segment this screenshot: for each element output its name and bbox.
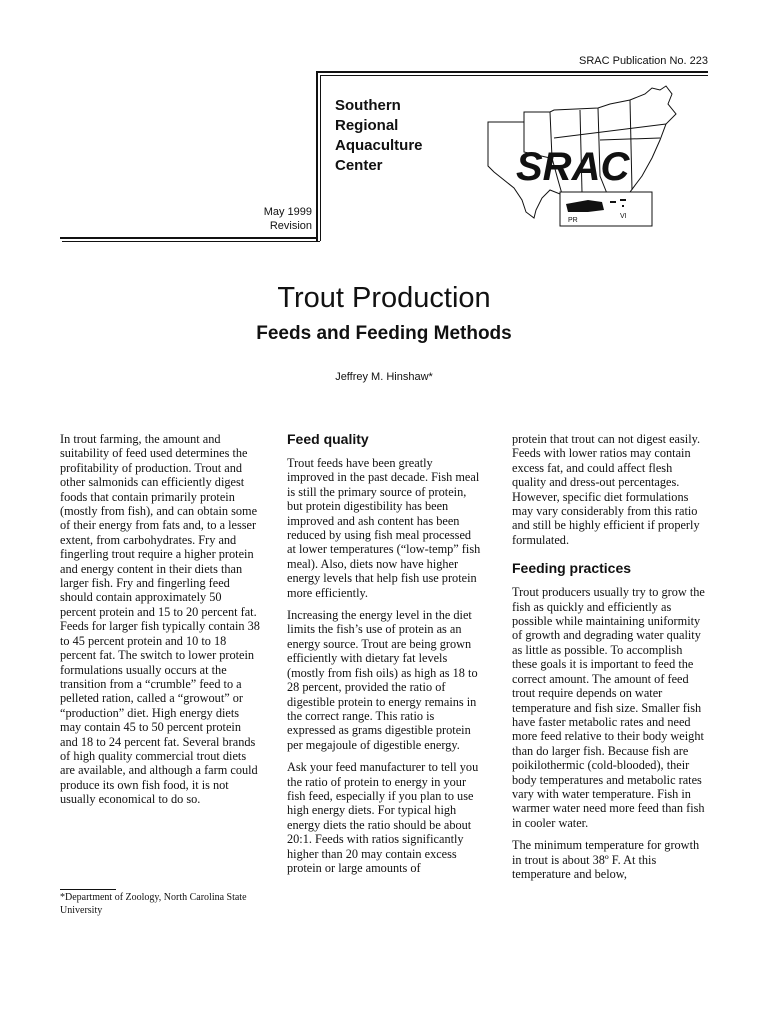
footnote-rule [60,889,116,890]
section-heading-feeding-practices: Feeding practices [512,560,632,577]
page-title: Trout Production [277,282,491,314]
map-label-pr: PR [568,217,578,224]
paragraph: The minimum temperature for growth in trout is about 38º F. At this temperature and below, [512,838,700,881]
center-name-line: Center [335,157,383,174]
header-rule [60,237,318,239]
author: Jeffrey M. Hinshaw* [335,371,433,383]
srac-logo-text: SRAC [516,145,630,189]
paragraph: Increasing the energy level in the diet limits the fish’s use of protein as an energy source. Trout are being grown efficiently with dietary fat levels (mostly from fish oils) as high as 18 to 28 percent, provided the ratio of digestible protein to energy remains in the correct range. This ratio is expressed as grams digestible protein per megajoule of digestible energy. [287,608,478,752]
center-name-line: Aquaculture [335,137,423,154]
publication-date: May 1999 [263,206,312,218]
paragraph: Trout feeds have been greatly improved in the past decade. Fish meal is still the primary source of protein, but protein digestibility has been improved and ash content has been reduced by using fish meal processed at lower temperatures (“low-temp” fish meal). Also, diets now have higher energy levels that help fish use protein more efficiently. [287,456,481,600]
map-label-vi: VI [620,213,627,220]
paragraph: Ask your feed manufacturer to tell you the ratio of protein to energy in your fish feed, especially if you plan to use high energy diets. For typical high energy diets the ratio should be about 20:1. Feeds with ratios significantly higher than 20 may contain excess protein or large amounts of [287,760,479,875]
paragraph: Trout producers usually try to grow the fish as quickly and efficiently as possible while maintaining uniformity of growth and degrading water quality as little as possible. To accomplish these goals it is important to feed the correct amount. The amount of feed trout require depends on water temperature and fish size. Smaller fish have faster metabolic rates and need more feed relative to their body weight than do larger fish. Because fish are poikilothermic (cold-blooded), their body temperatures and metabolic rates vary with water temperature. Fish in warmer water need more feed than fish in cooler water. [512,585,705,830]
publication-number: SRAC Publication No. 223 [578,55,708,67]
center-name-line: Southern [335,97,401,114]
paragraph: protein that trout can not digest easily. Feeds with lower ratios may contain excess fat, and could affect flesh quality and dress-out percentages. However, specific diet formulations may vary considerably from this ratio and still be highly efficient if properly formulated. [512,432,701,547]
state-border [630,100,632,190]
page-subtitle: Feeds and Feeding Methods [256,323,512,344]
center-name [335,96,423,176]
header-rule [316,71,318,241]
column-2 [287,430,482,883]
header-rule [62,241,320,242]
header-rule [320,75,321,241]
revision-label: Revision [269,220,312,232]
state-border [554,124,666,138]
section-heading-feed-quality: Feed quality [287,431,369,447]
paragraph: In trout farming, the amount and suitability of feed used determines the profitability of production. Trout and other salmonids can efficiently digest foods that contain primarily protein (mostly from fish), and can obtain some of their energy from fats and, to a lesser extent, from carbohydrates. Fry and fingerling trout require a higher protein and energy content in their diets than larger fish. Fry and fingerling feed should contain approximately 50 percent protein and 15 to 20 percent fat. Feeds for larger fish typically contain 38 to 45 percent protein and 10 to 18 percent fat. The switch to lower protein formulations usually occurs at the transition from a “crumble” feed to a pelleted ration, called a “growout” or “production” diet. High energy diets may contain 45 to 50 percent protein and 18 to 24 percent fat. Several brands of high quality commercial trout diets are available, and although a farm could produce its own fish food, it is not usually economical to do so. [60,432,260,807]
srac-map-logo [480,80,698,230]
date-block [200,205,312,233]
column-3 [512,432,707,889]
center-name-line: Regional [335,117,399,134]
state-border [600,138,660,140]
header-rule [316,71,708,73]
column-1 [60,432,260,815]
header-rule [320,75,708,76]
footnote: *Department of Zoology, North Carolina State University [60,892,247,916]
